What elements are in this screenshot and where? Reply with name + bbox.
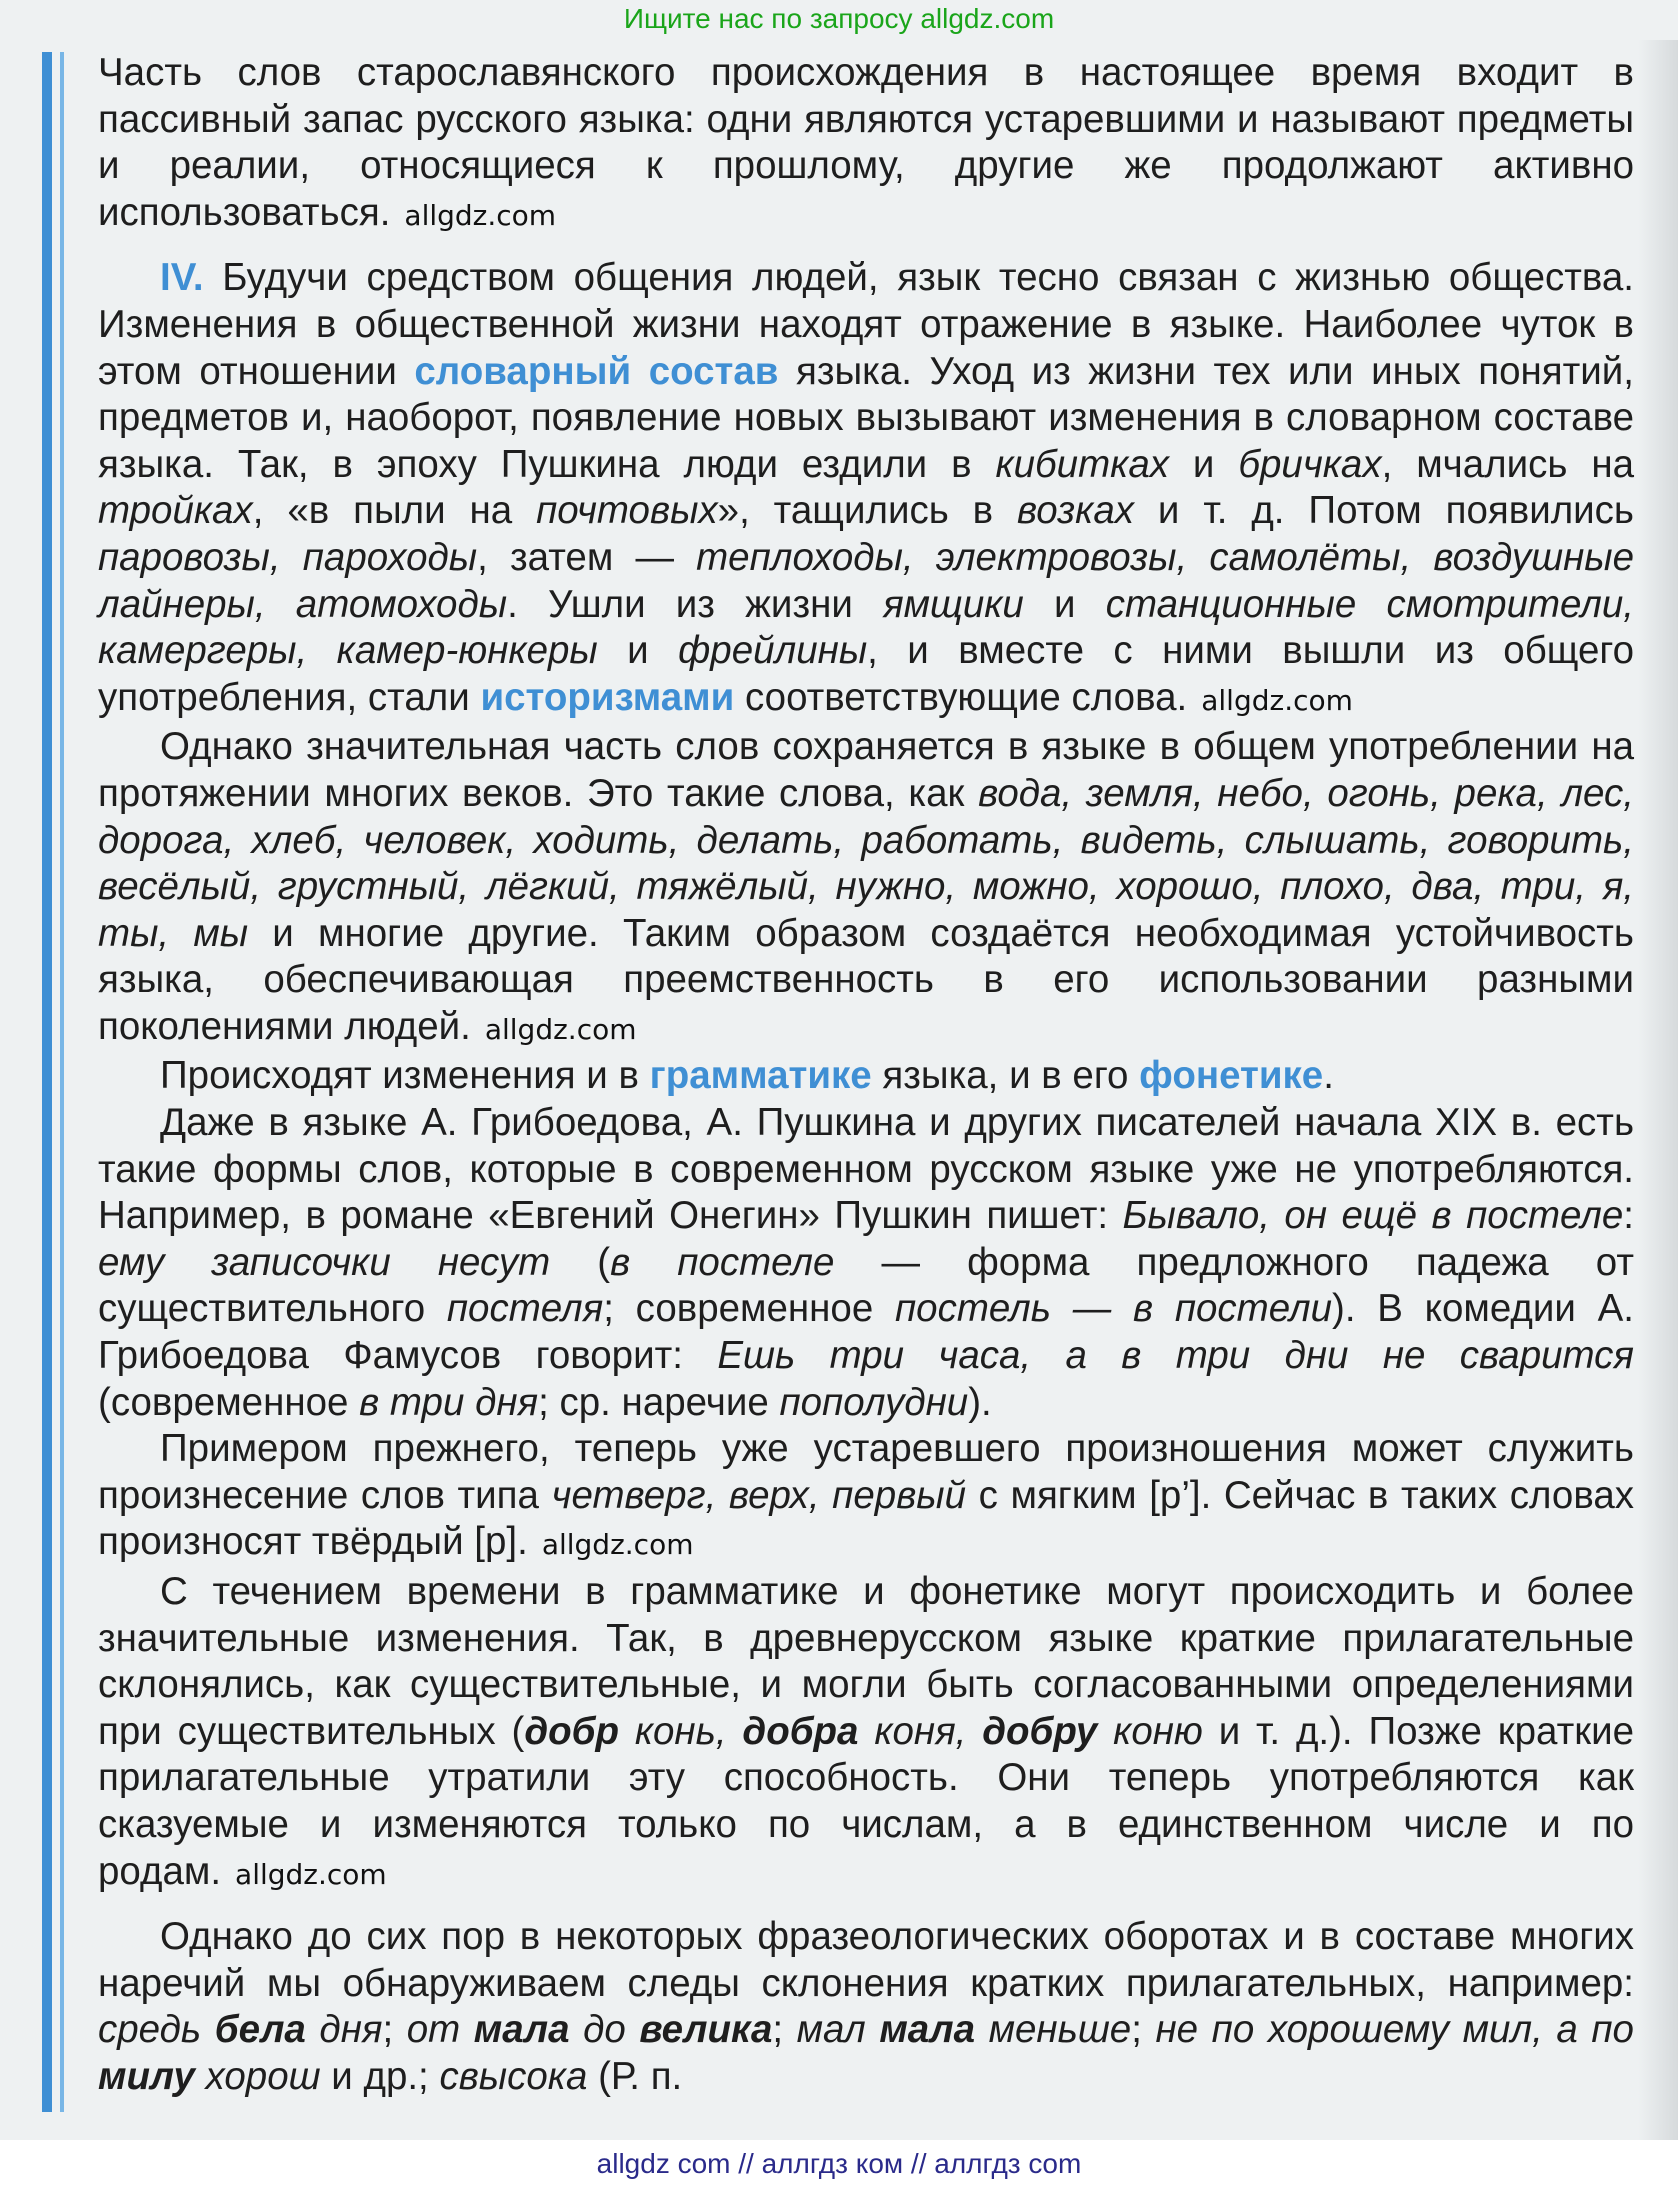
paragraph-1: Часть слов старославянского происхождения в настоящее время входит в пассивный запас русского языка: одни являются устаревшими и называют предметы и реалии, относящиеся к прошлому, другие же продолжают активно использоваться. allgdz.com [98, 51, 1634, 234]
paragraph-5: Даже в языке А. Грибоедова, А. Пушкина и других писателей начала XIX в. есть такие формы слов, которые в современном русском языке уже не употребляются. Например, в романе «Евгений Онегин» Пушкин пишет: Бывало, он ещё в постеле: ему записочки несут (в постеле — форма предложного падежа от существительного постеля; современное постель — в постели). В комедии А. Грибоедова Фамусов говорит: Ешь три часа, а в три дни не сварится (современное в три дня; ср. наречие пополудни). [98, 1101, 1634, 1424]
term-historisms: историзмами [480, 675, 735, 719]
term-vocabulary: словарный состав [414, 349, 779, 393]
margin-bar [42, 52, 52, 2112]
inline-watermark: allgdz.com [235, 1857, 387, 1891]
paragraph-2: IV. Будучи средством общения людей, язык тесно связан с жизнью общества. Изменения в общественной жизни находят отражение в языке. Наиболее чуток в этом отношении словарный состав языка. Уход из жизни тех или иных понятий, предметов и, наоборот, появление новых вызывают изменения в словарном составе языка. Так, в эпоху Пушкина люди ездили в кибитках и бричках, мчались на тройках, «в пыли на почтовых», тащились в возках и т. д. Потом появились паровозы, пароходы, затем — теплоходы, электровозы, самолёты, воздушные лайнеры, атомоходы. Ушли из жизни ямщики и станционные смотрители, камергеры, камер-юнкеры и фрейлины, и вместе с ними вышли из общего употребления, стали историзмами соответствующие слова. allgdz.com [98, 256, 1635, 719]
inline-watermark: allgdz.com [541, 1528, 694, 1562]
bottom-watermark: allgdz com // аллгдз ком // аллгдз com [0, 2140, 1678, 2188]
term-phonetics: фонетике [1139, 1054, 1324, 1098]
page-text [98, 50, 1634, 2101]
inline-watermark: allgdz.com [404, 198, 557, 232]
inline-watermark: allgdz.com [484, 1012, 637, 1046]
term-grammar: грамматике [649, 1054, 872, 1098]
paragraph-3: Однако значительная часть слов сохраняется в языке в общем употреблении на протяжении многих веков. Это такие слова, как вода, земля, небо, огонь, река, лес, дорога, хлеб, человек, ходить, делать, работать, видеть, слышать, говорить, весёлый, грустный, лёгкий, тяжёлый, нужно, можно, хорошо, плохо, два, три, я, ты, мы и многие другие. Таким образом создаётся необходимая устойчивость языка, обеспечивающая преемственность в его использовании разными поколениями людей. allgdz.com [98, 725, 1634, 1048]
paragraph-8: Однако до сих пор в некоторых фразеологических оборотах и в составе многих наречий мы обнаруживаем следы склонения кратких прилагательных, например: средь бела дня; от мала до велика; мал мала меньше; не по хорошему мил, а по милу хорош и др.; свысока (Р. п. [98, 1915, 1634, 2098]
paragraph-6: Примером прежнего, теперь уже устаревшего произношения может служить произнесение слов типа четверг, верх, первый с мягким [р’]. Сейчас в таких словах произносят твёрдый [р]. allgdz.com [98, 1427, 1634, 1564]
top-watermark: Ищите нас по запросу allgdz.com [623, 3, 1055, 34]
section-number: IV. [160, 256, 204, 300]
margin-bar-inner [60, 52, 64, 2112]
page-edge-shade [1638, 40, 1678, 2140]
paragraph-7: С течением времени в грамматике и фонетике могут происходить и более значительные изменения. Так, в древнерусском языке краткие прилагательные склонялись, как существительные, и могли быть согласованными определениями при существительных (добр конь, добра коня, добру коню и т. д.). Позже краткие прилагательные утратили эту способность. Они теперь употребляются как сказуемые и изменяются только по числам, а в единственном числе и по родам. allgdz.com [98, 1570, 1634, 1893]
inline-watermark: allgdz.com [1201, 683, 1353, 717]
paragraph-4: Происходят изменения и в грамматике языка, и в его фонетике. [160, 1054, 1334, 1098]
